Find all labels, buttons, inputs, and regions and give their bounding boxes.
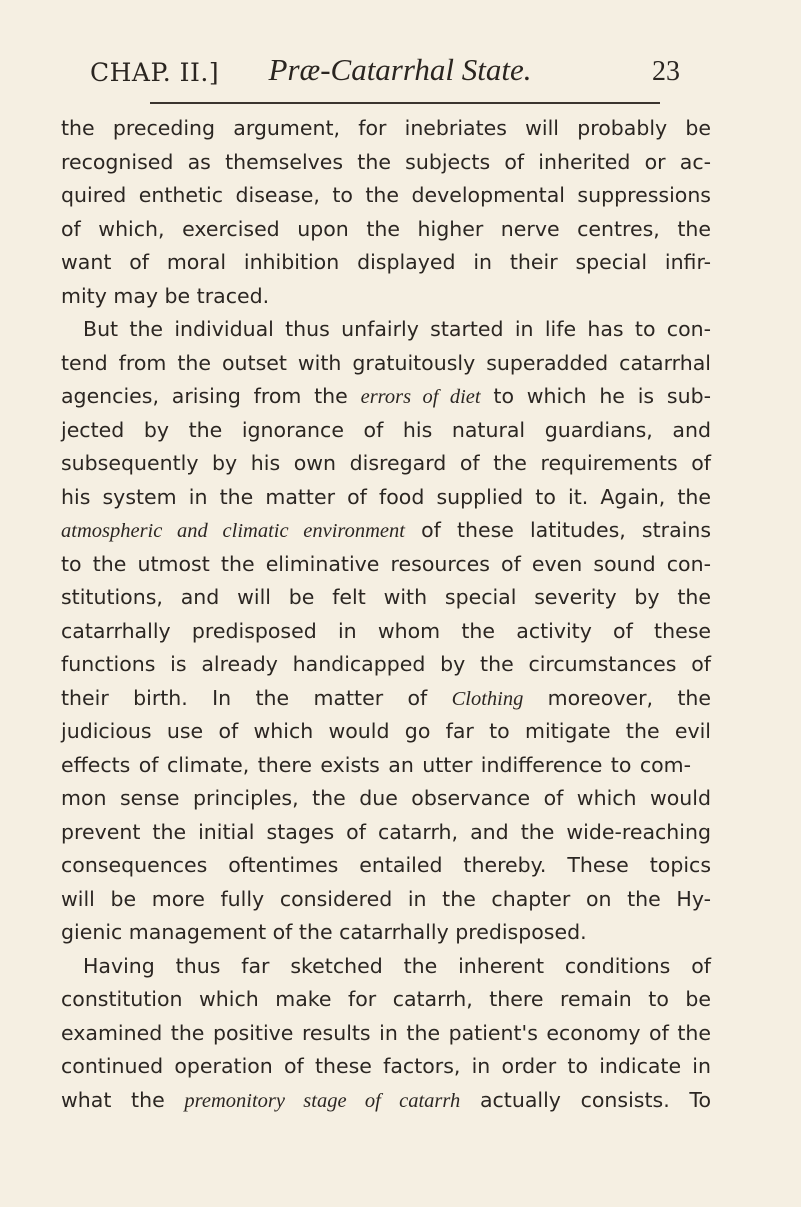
text-line: effects of climate, there exists an utter indifference to com- [61,752,691,777]
text-line: Having thus far sketched the inherent conditions of [83,953,711,978]
text-line: to the utmost the eliminative resources of even sound con- [61,551,711,576]
running-header [90,52,680,92]
text-line: examined the positive results in the patient's economy of the [61,1020,711,1045]
text-line: jected by the ignorance of his natural guardians, and [61,417,711,442]
text-line: quired enthetic disease, to the developmental suppressions [61,183,711,207]
text-line: prevent the initial stages of catarrh, and the wide-reaching [61,819,711,844]
text-line: constitution which make for catarrh, there remain to be [61,987,711,1011]
text-line: gienic management of the catarrhally predisposed. [61,920,587,944]
line-segment: agencies, arising from the [61,384,361,408]
line-segment: actually consists. To [460,1087,711,1112]
text-line: judicious use of which would go far to mitigate the evil [61,719,711,743]
text-line [61,1084,711,1118]
running-title: Præ-Catarrhal State. [268,52,532,87]
chapter-label: CHAP. II.] [90,58,220,87]
line-segment: moreover, the [523,685,711,710]
body-text [61,112,711,1117]
header-rule [150,102,660,104]
italic-phrase: atmospheric and climatic environment [61,520,405,542]
line-segment: their birth. In the matter of [61,685,452,710]
text-line: subsequently by his own disregard of the requirements of [61,451,711,475]
text-line: will be more fully considered in the chapter on the Hy- [61,886,711,911]
line-segment: to which he is sub- [480,384,711,408]
text-line: the preceding argument, for inebriates will probably be [61,116,711,140]
text-line: of which, exercised upon the higher nerve centres, the [61,216,711,241]
text-line: mity may be traced. [61,283,270,308]
line-segment: of these latitudes, strains [404,518,712,542]
text-line: consequences oftentimes entailed thereby. These topics [61,853,711,877]
line-segment: what the [61,1087,185,1112]
italic-phrase: Clothing [451,687,524,710]
italic-phrase: premonitory stage of catarrh [184,1089,461,1112]
text-line [61,682,711,716]
text-line: want of moral inhibition displayed in their special infir- [61,250,711,274]
page-number: 23 [652,56,680,87]
text-line: But the individual thus unfairly started in life has to con- [83,317,711,341]
text-line: recognised as themselves the subjects of inherited or ac- [61,149,711,174]
text-line: his system in the matter of food supplied to it. Again, the [61,484,711,509]
text-line: continued operation of these factors, in order to indicate in [61,1054,711,1078]
text-line [61,514,711,548]
text-line: stitutions, and will be felt with special severity by the [61,585,711,609]
text-line: functions is already handicapped by the circumstances of [61,652,711,676]
text-line: tend from the outset with gratuitously superadded catarrhal [61,350,711,375]
text-line: mon sense principles, the due observance of which would [61,786,711,810]
italic-phrase: errors of diet [360,386,481,408]
text-line [61,380,711,414]
text-line: catarrhally predisposed in whom the activity of these [61,618,711,643]
